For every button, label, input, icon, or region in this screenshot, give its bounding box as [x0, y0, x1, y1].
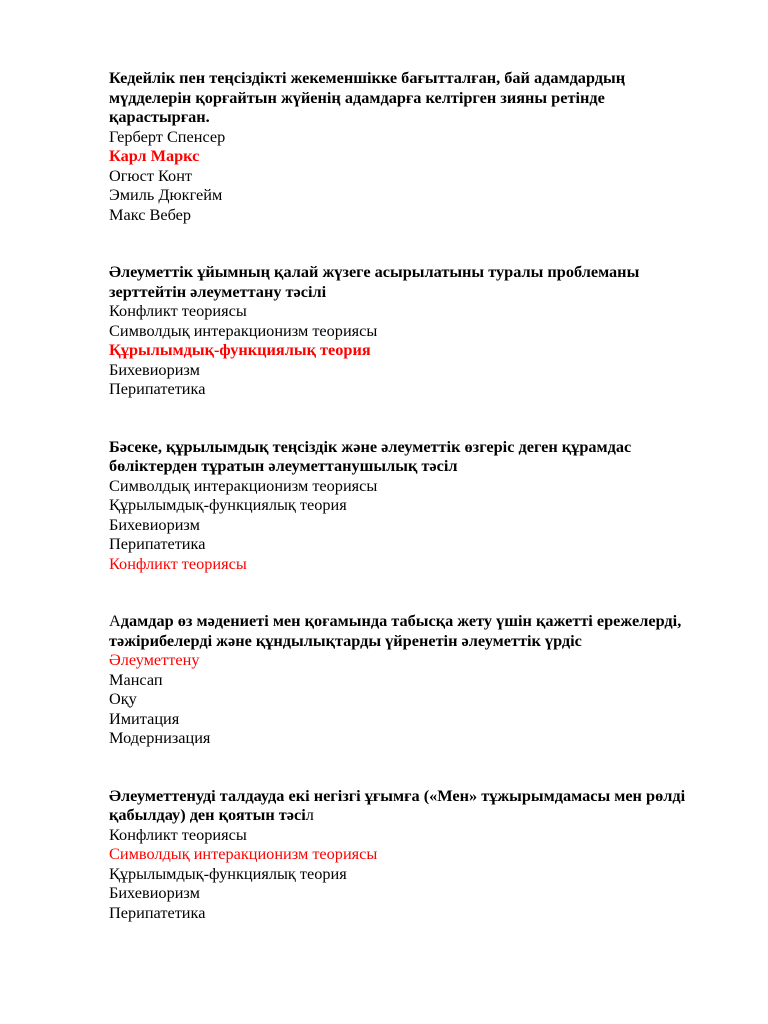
answer-option-correct: Конфликт теориясы [109, 553, 247, 573]
answer-option: Конфликт теориясы [109, 824, 247, 844]
answer-option: Перипатетика [109, 902, 206, 922]
answer-option: Құрылымдық-функциялық теория [109, 495, 347, 514]
answer-option-correct: Символдық интеракционизм теориясы [109, 844, 378, 863]
answer-option: Эмиль Дюкгейм [109, 185, 223, 204]
question-block [109, 262, 709, 399]
answer-list [109, 650, 709, 748]
document-page [109, 68, 709, 952]
answer-option: Бихевиоризм [109, 883, 200, 902]
question-text-body: Әлеуметтенуді талдауда екі негізгі ұғымға («Мен» тұжырымдамасы мен рөлді қабылдау) ден қоятын тәсі [109, 785, 686, 824]
answer-option: Конфликт теориясы [109, 301, 247, 320]
answer-list [109, 476, 709, 574]
answer-option: Огюст Конт [109, 165, 193, 185]
answer-option: Макс Вебер [109, 204, 192, 224]
answer-option: Мансап [109, 669, 163, 689]
question-text: Бәсеке, құрылымдық теңсіздік және әлеуметтік өзгеріс деген құрамдас бөліктерден тұратын әлеуметтанушылық тәсіл [109, 436, 632, 475]
answer-option-correct: Әлеуметтену [109, 650, 200, 669]
answer-option: Перипатетика [109, 379, 206, 398]
answer-option-correct: Құрылымдық-функциялық теория [109, 340, 371, 359]
answer-list [109, 127, 709, 225]
answer-option: Символдық интеракционизм теориясы [109, 320, 378, 340]
answer-option: Имитация [109, 708, 180, 728]
question-text [109, 786, 709, 825]
question-text-tail: л [305, 805, 314, 824]
answer-option: Модернизация [109, 728, 211, 747]
question-block [109, 437, 709, 574]
answer-option: Бихевиоризм [109, 514, 200, 534]
answer-option: Символдық интеракционизм теориясы [109, 475, 378, 495]
answer-option: Оқу [109, 689, 137, 708]
answer-option-correct: Карл Маркс [109, 146, 200, 165]
answer-list [109, 301, 709, 399]
answer-option: Бихевиоризм [109, 359, 200, 379]
question-text [109, 611, 709, 650]
answer-option: Перипатетика [109, 534, 206, 553]
question-text: Әлеуметтік ұйымның қалай жүзеге асырылатыны туралы проблеманы зерттейтін әлеуметтану тәсілі [109, 262, 640, 301]
question-block [109, 611, 709, 748]
question-block [109, 68, 709, 224]
question-text-body: дамдар өз мәдениеті мен қоғамында табысқа жету үшін қажетті ережелерді, тәжірибелерді және құндылықтарды үйренетін әлеуметтік үрдіс [109, 611, 682, 650]
question-text-lead: А [109, 611, 121, 630]
question-block [109, 786, 709, 923]
answer-option: Герберт Спенсер [109, 126, 226, 146]
question-text: Кедейлік пен теңсіздікті жекеменшікке бағытталған, бай адамдардың мүдделерін қорғайтын жүйенің адамдарға келтірген зияны ретінде қарастырған. [109, 68, 626, 126]
answer-list [109, 825, 709, 923]
answer-option: Құрылымдық-функциялық теория [109, 863, 347, 883]
